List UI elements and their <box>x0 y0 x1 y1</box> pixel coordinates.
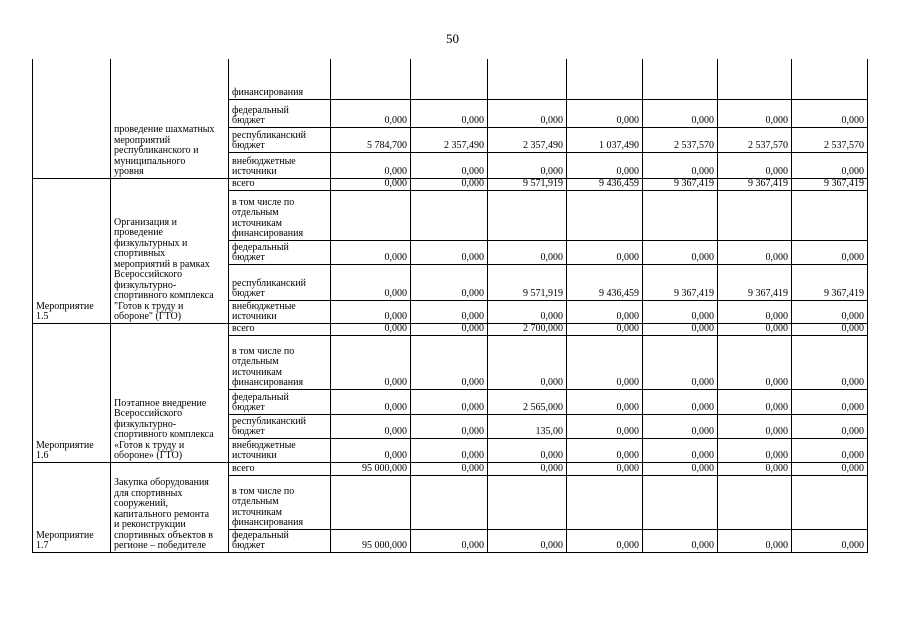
amount-cell <box>331 190 411 240</box>
amount-cell: 0,000 <box>488 99 567 127</box>
amount-cell: 0,000 <box>718 462 792 475</box>
funding-source-cell: в том числе по отдельным источникам финансирования <box>229 190 331 240</box>
amount-cell: 9 367,419 <box>792 178 868 190</box>
funding-source-cell: республиканский бюджет <box>229 264 331 300</box>
table-row <box>33 178 868 190</box>
amount-cell: 0,000 <box>643 99 718 127</box>
amount-cell <box>792 190 868 240</box>
amount-cell: 0,000 <box>567 323 643 335</box>
event-number-cell: Мероприятие 1.5 <box>33 178 111 323</box>
amount-cell: 9 436,459 <box>567 264 643 300</box>
amount-cell: 9 436,459 <box>567 178 643 190</box>
amount-cell: 0,000 <box>411 389 488 414</box>
page-number: 50 <box>446 31 459 46</box>
amount-cell: 0,000 <box>643 438 718 462</box>
amount-cell <box>488 190 567 240</box>
amount-cell: 2 537,570 <box>792 127 868 152</box>
amount-cell: 0,000 <box>331 389 411 414</box>
amount-cell: 0,000 <box>567 529 643 552</box>
amount-cell: 2 565,000 <box>488 389 567 414</box>
table-row <box>33 323 868 335</box>
amount-cell <box>411 190 488 240</box>
amount-cell: 2 357,490 <box>411 127 488 152</box>
funding-source-cell: федеральный бюджет <box>229 389 331 414</box>
amount-cell: 0,000 <box>411 462 488 475</box>
amount-cell: 0,000 <box>792 529 868 552</box>
amount-cell: 0,000 <box>411 438 488 462</box>
amount-cell: 9 571,919 <box>488 264 567 300</box>
amount-cell: 0,000 <box>331 323 411 335</box>
amount-cell: 0,000 <box>567 240 643 264</box>
amount-cell: 0,000 <box>718 389 792 414</box>
funding-source-cell: в том числе по отдельным источникам финансирования <box>229 475 331 529</box>
amount-cell: 0,000 <box>792 300 868 323</box>
amount-cell <box>488 475 567 529</box>
funding-source-cell: в том числе по отдельным источникам финансирования <box>229 335 331 389</box>
amount-cell: 0,000 <box>567 438 643 462</box>
funding-source-cell: федеральный бюджет <box>229 529 331 552</box>
event-number-cell: Мероприятие 1.7 <box>33 462 111 552</box>
amount-cell <box>331 59 411 99</box>
amount-cell: 0,000 <box>488 529 567 552</box>
amount-cell: 9 367,419 <box>643 178 718 190</box>
amount-cell: 9 571,919 <box>488 178 567 190</box>
amount-cell <box>792 475 868 529</box>
amount-cell: 95 000,000 <box>331 462 411 475</box>
amount-cell: 0,000 <box>718 152 792 178</box>
amount-cell <box>488 59 567 99</box>
table-row <box>33 462 868 475</box>
amount-cell: 0,000 <box>643 335 718 389</box>
amount-cell: 0,000 <box>411 264 488 300</box>
amount-cell: 0,000 <box>718 300 792 323</box>
amount-cell <box>718 475 792 529</box>
amount-cell <box>643 475 718 529</box>
amount-cell: 0,000 <box>411 99 488 127</box>
amount-cell: 0,000 <box>643 300 718 323</box>
amount-cell <box>567 59 643 99</box>
amount-cell: 0,000 <box>488 152 567 178</box>
amount-cell <box>718 190 792 240</box>
amount-cell: 0,000 <box>718 335 792 389</box>
amount-cell: 0,000 <box>331 335 411 389</box>
amount-cell: 0,000 <box>331 264 411 300</box>
amount-cell: 0,000 <box>567 152 643 178</box>
amount-cell: 0,000 <box>331 414 411 438</box>
amount-cell: 0,000 <box>718 240 792 264</box>
amount-cell: 0,000 <box>792 414 868 438</box>
amount-cell: 2 537,570 <box>643 127 718 152</box>
amount-cell: 0,000 <box>411 323 488 335</box>
amount-cell: 9 367,419 <box>718 264 792 300</box>
amount-cell: 0,000 <box>718 414 792 438</box>
event-name-cell: Организация и проведение физкультурных и спортивных мероприятий в рамках Всероссийского физкультурно- спортивного комплекса "Готов к труду и обороне" (ГТО) <box>111 178 229 323</box>
amount-cell: 0,000 <box>718 529 792 552</box>
funding-source-cell: внебюджетные источники <box>229 438 331 462</box>
amount-cell <box>331 475 411 529</box>
event-name-cell: Закупка оборудования для спортивных сооружений, капитального ремонта и реконструкции спортивных объектов в регионе – победителе <box>111 462 229 552</box>
amount-cell: 5 784,700 <box>331 127 411 152</box>
amount-cell: 0,000 <box>718 99 792 127</box>
event-name-cell: Поэтапное внедрение Всероссийского физкультурно- спортивного комплекса «Готов к труду и обороне» (ГТО) <box>111 323 229 462</box>
amount-cell: 0,000 <box>488 462 567 475</box>
amount-cell: 0,000 <box>792 389 868 414</box>
amount-cell: 0,000 <box>718 438 792 462</box>
amount-cell: 0,000 <box>411 335 488 389</box>
amount-cell: 2 537,570 <box>718 127 792 152</box>
amount-cell: 0,000 <box>411 414 488 438</box>
funding-source-cell: республиканский бюджет <box>229 414 331 438</box>
amount-cell: 0,000 <box>331 438 411 462</box>
amount-cell: 0,000 <box>792 152 868 178</box>
amount-cell: 0,000 <box>567 462 643 475</box>
amount-cell: 0,000 <box>331 300 411 323</box>
funding-source-cell: внебюджетные источники <box>229 300 331 323</box>
amount-cell: 9 367,419 <box>718 178 792 190</box>
amount-cell <box>718 59 792 99</box>
amount-cell: 0,000 <box>792 462 868 475</box>
amount-cell: 0,000 <box>331 99 411 127</box>
amount-cell <box>643 59 718 99</box>
amount-cell: 0,000 <box>792 438 868 462</box>
funding-source-cell: федеральный бюджет <box>229 99 331 127</box>
amount-cell: 0,000 <box>567 99 643 127</box>
amount-cell: 0,000 <box>331 240 411 264</box>
amount-cell: 0,000 <box>792 323 868 335</box>
amount-cell <box>567 475 643 529</box>
amount-cell: 0,000 <box>331 152 411 178</box>
amount-cell: 0,000 <box>411 178 488 190</box>
amount-cell <box>411 59 488 99</box>
funding-source-cell: всего <box>229 178 331 190</box>
amount-cell: 0,000 <box>411 300 488 323</box>
amount-cell: 0,000 <box>643 462 718 475</box>
amount-cell <box>567 190 643 240</box>
amount-cell: 0,000 <box>488 438 567 462</box>
amount-cell: 9 367,419 <box>792 264 868 300</box>
amount-cell: 0,000 <box>331 178 411 190</box>
amount-cell: 0,000 <box>411 240 488 264</box>
event-number-cell <box>33 59 111 178</box>
amount-cell: 1 037,490 <box>567 127 643 152</box>
funding-source-cell: внебюджетные источники <box>229 152 331 178</box>
amount-cell: 0,000 <box>411 529 488 552</box>
amount-cell: 0,000 <box>643 152 718 178</box>
event-name-cell: проведение шахматных мероприятий республиканского и муниципального уровня <box>111 59 229 178</box>
amount-cell: 0,000 <box>643 529 718 552</box>
amount-cell: 0,000 <box>488 335 567 389</box>
funding-source-cell: всего <box>229 462 331 475</box>
amount-cell: 0,000 <box>643 323 718 335</box>
amount-cell: 0,000 <box>411 152 488 178</box>
amount-cell: 0,000 <box>567 335 643 389</box>
amount-cell: 95 000,000 <box>331 529 411 552</box>
amount-cell <box>792 59 868 99</box>
event-number-cell: Мероприятие 1.6 <box>33 323 111 462</box>
amount-cell: 0,000 <box>792 335 868 389</box>
amount-cell <box>411 475 488 529</box>
amount-cell: 0,000 <box>792 240 868 264</box>
amount-cell: 2 357,490 <box>488 127 567 152</box>
amount-cell: 0,000 <box>567 389 643 414</box>
amount-cell: 0,000 <box>488 240 567 264</box>
table-row <box>33 59 868 99</box>
amount-cell: 0,000 <box>567 414 643 438</box>
amount-cell: 0,000 <box>643 240 718 264</box>
amount-cell: 2 700,000 <box>488 323 567 335</box>
funding-source-cell: федеральный бюджет <box>229 240 331 264</box>
amount-cell: 0,000 <box>488 300 567 323</box>
amount-cell: 9 367,419 <box>643 264 718 300</box>
funding-source-cell: финансирования <box>229 59 331 99</box>
funding-source-cell: всего <box>229 323 331 335</box>
amount-cell: 0,000 <box>643 414 718 438</box>
amount-cell: 0,000 <box>792 99 868 127</box>
amount-cell: 0,000 <box>718 323 792 335</box>
amount-cell <box>643 190 718 240</box>
amount-cell: 0,000 <box>567 300 643 323</box>
amount-cell: 135,00 <box>488 414 567 438</box>
amount-cell: 0,000 <box>643 389 718 414</box>
funding-source-cell: республиканский бюджет <box>229 127 331 152</box>
budget-table <box>32 59 868 553</box>
